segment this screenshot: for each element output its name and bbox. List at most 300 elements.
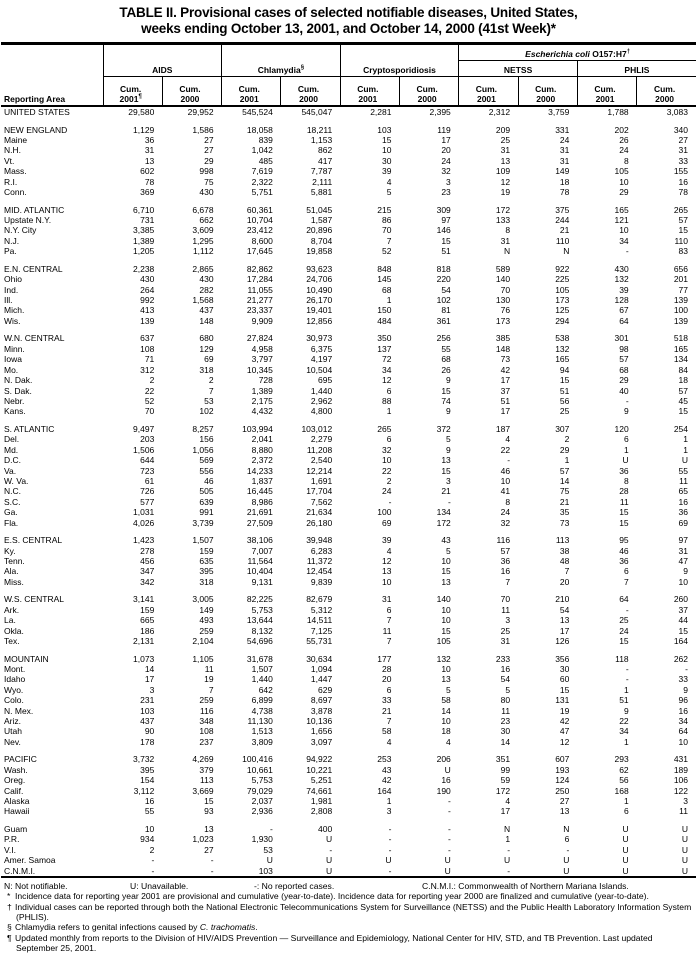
value-cell: 7	[564, 566, 570, 577]
value-cell: 103	[140, 705, 155, 716]
value-cell: 922	[555, 263, 570, 274]
table-row	[1, 333, 696, 343]
value-cell: 10	[678, 576, 688, 587]
value-cell: 430	[140, 274, 155, 285]
value-cell: 294	[555, 315, 570, 326]
value-cell: 129	[199, 343, 214, 354]
value-cell: 74,661	[306, 785, 333, 796]
value-cell: 484	[377, 315, 392, 326]
value-cell: 17,284	[246, 274, 273, 285]
value-cell: 10,221	[306, 764, 333, 775]
value-cell: 1	[623, 736, 629, 747]
value-cell: 3	[505, 615, 511, 626]
value-cell: 69	[204, 354, 214, 365]
reporting-area-cell: Miss.	[4, 576, 24, 587]
value-cell: 1,105	[192, 653, 214, 664]
value-cell: 493	[199, 615, 214, 626]
value-cell: 108	[140, 343, 155, 354]
value-cell: U	[681, 455, 688, 466]
value-cell: 45	[678, 395, 688, 406]
value-cell: 7,787	[310, 166, 333, 177]
value-cell: 372	[436, 423, 451, 434]
value-cell: U	[681, 844, 688, 855]
header-spacer	[103, 44, 222, 61]
reporting-area-cell: W.S. CENTRAL	[4, 594, 64, 605]
value-cell: 15	[559, 375, 570, 386]
value-cell: 34	[619, 726, 629, 737]
value-cell: 437	[199, 305, 214, 316]
value-cell: U	[326, 834, 333, 845]
value-cell: 629	[318, 684, 333, 695]
table-row	[1, 507, 696, 517]
value-cell: 2,540	[310, 455, 333, 466]
value-cell: 13	[382, 566, 392, 577]
value-cell: 24	[619, 625, 629, 636]
value-cell: U	[326, 855, 333, 866]
value-cell: 149	[555, 166, 570, 177]
value-cell: 3,609	[192, 225, 214, 236]
value-cell: 32	[382, 444, 392, 455]
table-row	[1, 775, 696, 785]
value-cell: 57	[619, 354, 629, 365]
value-cell: 69	[678, 517, 688, 528]
value-cell: 73	[500, 354, 511, 365]
value-cell: 21	[559, 225, 570, 236]
value-cell: 51	[619, 695, 629, 706]
value-cell: 17	[559, 625, 570, 636]
table-row	[1, 546, 696, 556]
value-cell: 1	[683, 444, 688, 455]
table-row	[1, 737, 696, 747]
reporting-area-cell: Fla.	[4, 517, 19, 528]
value-cell: 3,097	[310, 736, 333, 747]
group-label: Cryptosporidiosis	[363, 64, 436, 75]
reporting-area-cell: E.N. CENTRAL	[4, 263, 63, 274]
value-cell: 545,524	[242, 107, 273, 117]
value-cell: 59	[500, 775, 511, 786]
value-cell: 18	[441, 726, 451, 737]
value-cell: 56	[619, 775, 629, 786]
value-cell: 726	[140, 486, 155, 497]
value-cell: 39	[382, 535, 392, 546]
value-cell: 8,704	[310, 235, 333, 246]
value-cell: 18	[559, 176, 570, 187]
value-cell: 4	[386, 736, 392, 747]
value-cell: 15	[441, 625, 451, 636]
value-cell: 17	[500, 406, 511, 417]
value-cell: 159	[199, 545, 214, 556]
value-cell: 665	[140, 615, 155, 626]
value-cell: 209	[495, 124, 511, 135]
value-cell: 37	[500, 385, 511, 396]
value-cell: 2,372	[251, 455, 273, 466]
value-cell: 32	[441, 166, 451, 177]
value-cell: 55	[144, 806, 155, 817]
value-cell: 15	[441, 465, 451, 476]
value-cell: 8,257	[192, 423, 214, 434]
table-row	[1, 518, 696, 528]
value-cell: 23	[500, 716, 511, 727]
value-cell: 9	[446, 375, 451, 386]
value-cell: 96	[678, 695, 688, 706]
reporting-area-cell: E.S. CENTRAL	[4, 535, 63, 546]
value-cell: 395	[140, 764, 155, 775]
value-cell: N	[503, 246, 511, 257]
value-cell: 65	[678, 486, 688, 497]
value-cell: 11	[619, 496, 629, 507]
value-cell: 105	[436, 636, 451, 646]
spacer-row	[1, 817, 696, 824]
value-cell: 22	[144, 385, 155, 396]
value-cell: 265	[673, 204, 688, 215]
value-cell: 6,899	[251, 695, 273, 706]
value-cell: 6,710	[133, 204, 155, 215]
value-cell: 36	[144, 135, 155, 145]
value-cell: 42	[500, 364, 511, 375]
value-cell: 818	[436, 263, 451, 274]
value-cell: 124	[555, 775, 570, 786]
value-cell: 2,395	[429, 107, 451, 117]
value-cell: 2,111	[312, 176, 333, 187]
value-cell: 12	[382, 375, 392, 386]
column-header-cum: Cum. 2001	[340, 77, 399, 107]
value-cell: 9	[446, 406, 451, 417]
value-cell: 23,337	[246, 305, 273, 316]
table-row	[1, 316, 696, 326]
reporting-area-cell: Ind.	[4, 284, 19, 295]
value-cell: 642	[258, 684, 273, 695]
value-cell: 139	[673, 315, 688, 326]
value-cell: 21,691	[246, 507, 273, 518]
value-cell: 28	[382, 664, 392, 674]
value-cell: 250	[555, 785, 570, 796]
value-cell: 1,981	[310, 796, 333, 807]
value-cell: 27	[204, 844, 214, 855]
value-cell: 4,738	[251, 705, 273, 716]
table-row	[1, 264, 696, 274]
value-cell: -	[388, 834, 392, 845]
value-cell: 5,312	[310, 604, 333, 615]
value-cell: 133	[495, 215, 511, 226]
value-cell: 110	[555, 235, 570, 246]
value-cell: 15	[619, 517, 629, 528]
value-cell: 256	[436, 333, 451, 344]
value-cell: -	[329, 844, 333, 855]
value-cell: 60	[559, 674, 570, 685]
value-cell: 1,586	[192, 124, 214, 135]
value-cell: 31	[678, 145, 688, 156]
value-cell: 259	[199, 695, 214, 706]
value-cell: 7	[386, 716, 392, 727]
value-cell: 4,269	[192, 754, 214, 765]
value-cell: 201	[673, 274, 688, 285]
column-header-cum: Cum. 2000	[637, 77, 696, 107]
value-cell: 60,361	[246, 204, 273, 215]
value-cell: 25	[500, 135, 511, 145]
value-cell: 1	[623, 444, 629, 455]
table-row	[1, 305, 696, 315]
value-cell: 9	[623, 705, 629, 716]
value-cell: 3,797	[251, 354, 273, 365]
value-cell: 27,824	[246, 333, 273, 344]
value-cell: 71	[144, 354, 155, 365]
value-cell: 90	[144, 726, 155, 737]
value-cell: 25	[559, 406, 570, 417]
value-cell: 237	[199, 736, 214, 747]
value-cell: 17	[441, 135, 451, 145]
value-cell: 14,233	[246, 465, 273, 476]
value-cell: 31	[559, 155, 570, 166]
value-cell: 202	[614, 124, 629, 135]
value-cell: 16,445	[246, 486, 273, 497]
table-title	[0, 5, 697, 36]
reporting-area-cell: Utah	[4, 726, 22, 737]
value-cell: 57	[678, 385, 688, 396]
value-cell: 10	[382, 455, 392, 466]
value-cell: 29,580	[128, 107, 155, 117]
value-cell: 3,739	[192, 517, 214, 528]
value-cell: N	[503, 824, 511, 835]
footnote-text: Updated monthly from reports to the Division of HIV/AIDS Prevention — Surveillance and Epidemiology, National Center for HIV, STD, and TB Prevention. Last updated September 25, 2001.	[15, 932, 653, 953]
reporting-area-cell: N.Y. City	[4, 225, 37, 236]
value-cell: 82,862	[246, 263, 273, 274]
value-cell: 172	[495, 204, 511, 215]
value-cell: -	[151, 865, 155, 876]
value-cell: -	[210, 865, 214, 876]
legend-cnmi: C.N.M.I.: Commonwealth of Northern Mariana Islands.	[422, 881, 629, 892]
value-cell: 130	[495, 295, 511, 306]
value-cell: 17	[500, 806, 511, 817]
value-cell: 29	[619, 375, 629, 386]
value-cell: 15	[678, 225, 688, 236]
value-cell: 52	[144, 395, 155, 406]
table-row	[1, 406, 696, 416]
value-cell: 150	[377, 305, 392, 316]
footnote-pilcrow	[4, 933, 695, 954]
value-cell: 456	[140, 555, 155, 566]
value-cell: 39,948	[306, 535, 333, 546]
value-cell: 26,180	[306, 517, 333, 528]
value-cell: -	[447, 496, 451, 507]
reporting-area-cell: D.C.	[4, 455, 21, 466]
value-cell: 545,047	[301, 107, 333, 117]
value-cell: 3,141	[133, 594, 155, 605]
value-cell: 31,678	[246, 653, 273, 664]
table-row	[1, 615, 696, 625]
value-cell: 10	[619, 225, 629, 236]
table-row	[1, 765, 696, 775]
value-cell: 19	[559, 705, 570, 716]
value-cell: 10	[441, 615, 451, 626]
value-cell: 848	[377, 263, 392, 274]
value-cell: 2,041	[251, 434, 273, 445]
reporting-area-cell: Wis.	[4, 315, 21, 326]
value-cell: 4,432	[251, 406, 273, 417]
value-cell: 187	[495, 423, 511, 434]
table-row	[1, 486, 696, 496]
reporting-area-cell: UNITED STATES	[4, 107, 70, 117]
spacer-row	[1, 417, 696, 424]
value-cell: 10	[441, 664, 451, 674]
value-cell: 1,112	[192, 246, 214, 257]
value-cell: 95	[619, 535, 629, 546]
value-cell: 16	[144, 796, 155, 807]
reporting-area-cell: Pa.	[4, 246, 17, 257]
table-title-line1: TABLE II. Provisional cases of selected notifiable diseases, United States,	[119, 5, 578, 20]
value-cell: 5	[446, 545, 451, 556]
value-cell: 4	[386, 176, 392, 187]
reporting-area-cell: Guam	[4, 824, 28, 835]
legend-no-reported-cases: -: No reported cases.	[254, 881, 335, 892]
value-cell: 505	[199, 486, 214, 497]
value-cell: 24	[441, 155, 451, 166]
reporting-area-cell: V.I.	[4, 844, 16, 855]
value-cell: 16	[678, 496, 688, 507]
value-cell: 3,112	[133, 785, 155, 796]
value-cell: 76	[500, 305, 511, 316]
value-cell: 385	[495, 333, 511, 344]
value-cell: 12	[382, 555, 392, 566]
value-cell: 68	[382, 284, 392, 295]
value-cell: 2,175	[251, 395, 273, 406]
value-cell: 1	[623, 796, 629, 807]
value-cell: 639	[199, 496, 214, 507]
value-cell: 31	[559, 145, 570, 156]
value-cell: 165	[673, 343, 688, 354]
value-cell: 116	[200, 705, 214, 716]
table-row	[1, 754, 696, 764]
group-label: PHLIS	[624, 64, 650, 75]
value-cell: 10,661	[246, 764, 273, 775]
value-cell: 4,197	[310, 354, 333, 365]
table-row	[1, 145, 696, 155]
value-cell: -	[507, 455, 511, 466]
value-cell: 318	[199, 364, 214, 375]
value-cell: 2,281	[370, 107, 392, 117]
value-cell: 417	[318, 155, 333, 166]
value-cell: 78	[559, 187, 570, 198]
value-cell: 4,800	[310, 406, 333, 417]
value-cell: 100,416	[242, 754, 273, 765]
value-cell: 518	[673, 333, 688, 344]
value-cell: 233	[495, 653, 511, 664]
value-cell: 190	[436, 785, 451, 796]
value-cell: 83	[678, 246, 688, 257]
reporting-area-cell: MID. ATLANTIC	[4, 204, 65, 215]
value-cell: 109	[495, 166, 511, 177]
value-cell: 25	[500, 625, 511, 636]
value-cell: 54	[500, 674, 511, 685]
table-row	[1, 577, 696, 587]
value-cell: 10,704	[246, 215, 273, 226]
value-cell: 1,506	[133, 444, 155, 455]
value-cell: 2,808	[310, 806, 333, 817]
table-row	[1, 695, 696, 705]
value-cell: -	[447, 806, 451, 817]
value-cell: 128	[614, 295, 629, 306]
value-cell: 30,973	[306, 333, 333, 344]
reporting-area-cell: Nebr.	[4, 395, 25, 406]
value-cell: 16	[678, 176, 688, 187]
value-cell: 9,131	[251, 576, 273, 587]
value-cell: 122	[673, 785, 688, 796]
value-cell: 27	[678, 135, 688, 145]
value-cell: 3	[446, 475, 451, 486]
value-cell: 210	[555, 594, 570, 605]
value-cell: 13	[441, 455, 451, 466]
value-cell: -	[447, 844, 451, 855]
table-row	[1, 605, 696, 615]
value-cell: 680	[199, 333, 214, 344]
value-cell: -	[447, 824, 451, 835]
value-cell: 41	[500, 486, 511, 497]
footnote-dagger	[4, 902, 695, 923]
value-cell: 264	[140, 284, 155, 295]
spacer-row	[1, 326, 696, 333]
value-cell: 12	[500, 176, 511, 187]
column-group-ecoli	[459, 44, 696, 61]
value-cell: 58	[441, 695, 451, 706]
value-cell: 20	[441, 145, 451, 156]
value-cell: 70	[144, 406, 155, 417]
table-row	[1, 375, 696, 385]
value-cell: 301	[614, 333, 629, 344]
column-group-chlamydia	[222, 61, 341, 77]
reporting-area-cell: Maine	[4, 135, 28, 145]
value-cell: 36	[678, 507, 688, 518]
value-cell: 2,962	[310, 395, 333, 406]
reporting-area-cell: Iowa	[4, 354, 22, 365]
value-cell: 145	[377, 274, 392, 285]
value-cell: 3	[683, 796, 688, 807]
value-cell: 7	[208, 684, 214, 695]
value-cell: 58	[382, 726, 392, 737]
value-cell: -	[447, 796, 451, 807]
value-cell: 10	[144, 824, 155, 835]
reporting-area-cell: Oreg.	[4, 775, 26, 786]
value-cell: 8	[623, 155, 629, 166]
table-row	[1, 786, 696, 796]
value-cell: 1,031	[133, 507, 155, 518]
value-cell: 42	[559, 716, 570, 727]
value-cell: 6	[623, 434, 629, 445]
value-cell: U	[266, 855, 273, 866]
value-cell: 100	[673, 305, 688, 316]
value-cell: 70	[500, 594, 511, 605]
column-group-aids	[103, 61, 222, 77]
value-cell: 1,205	[133, 246, 155, 257]
value-cell: U	[622, 834, 629, 845]
spacer-row	[1, 528, 696, 535]
value-cell: 74	[441, 395, 451, 406]
value-cell: 430	[614, 263, 629, 274]
value-cell: 1,691	[310, 475, 333, 486]
value-cell: -	[566, 844, 570, 855]
value-cell: U	[326, 865, 333, 876]
value-cell: 589	[495, 263, 511, 274]
value-cell: 10,504	[306, 364, 333, 375]
value-cell: U	[622, 844, 629, 855]
value-cell: 1,056	[192, 444, 214, 455]
value-cell: 728	[258, 375, 273, 386]
value-cell: 8	[505, 225, 511, 236]
value-cell: 309	[436, 204, 451, 215]
footnote-marker: *	[7, 891, 11, 902]
value-cell: U	[503, 855, 511, 866]
value-cell: -	[388, 824, 392, 835]
value-cell: 11	[204, 664, 214, 674]
value-cell: 4,026	[133, 517, 155, 528]
